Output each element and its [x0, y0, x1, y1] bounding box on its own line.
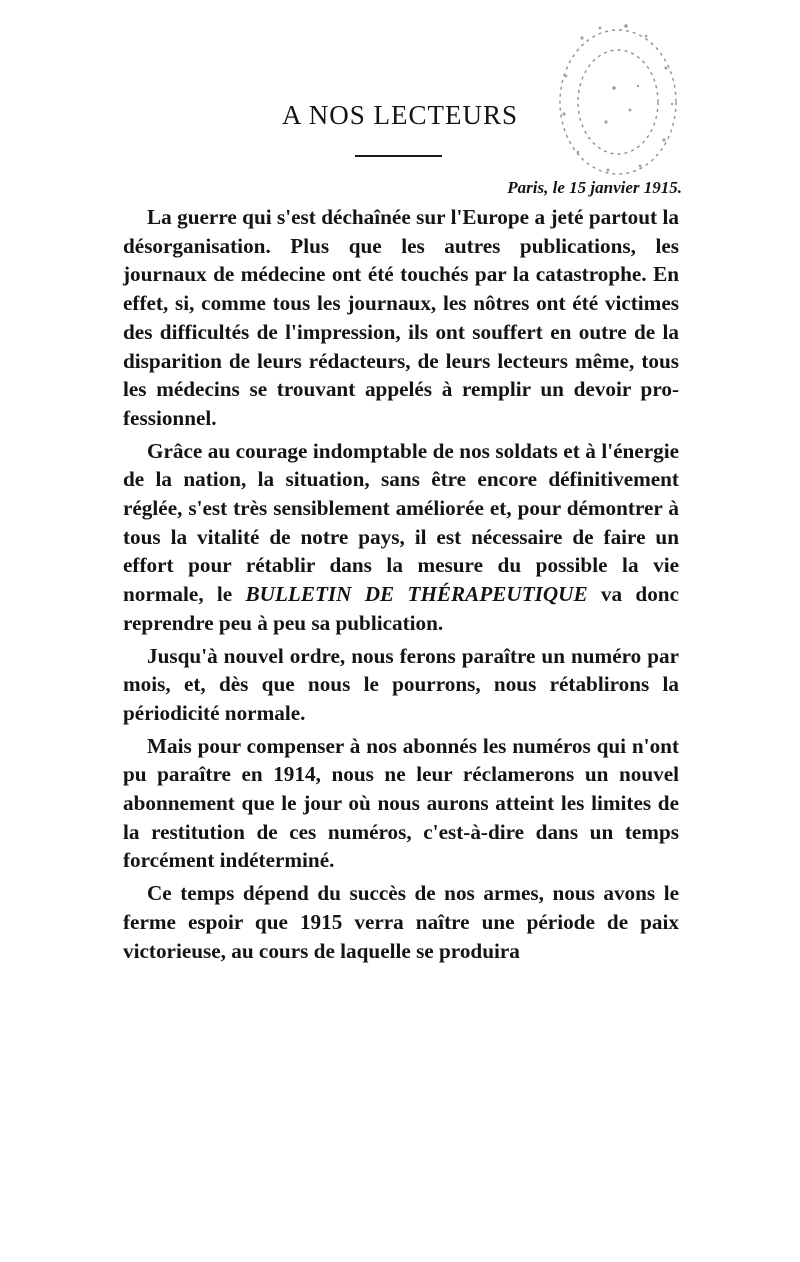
- article-body: [123, 203, 679, 969]
- title-rule: [355, 155, 442, 157]
- paragraph-1: [123, 203, 679, 433]
- paragraph-text: Grâce au courage indomptable de nos soldats et à l'énergie de la nation, la situation, sans être encore définitivement réglée, s'est très sensiblement améliorée et, pour démontrer à tous la vitalité de notre pays, il est nécessaire de faire un effort pour rétablir dans la mesure du possible la vie normale, le: [123, 438, 679, 607]
- paragraph-text: Mais pour compenser à nos abonnés les numéros qui n'ont pu paraître en 1914, nous ne leur réclamerons un nouvel abonnement que le jour où nous aurons atteint les limites de la restitution de ces numéros, c'est-à-dire dans un temps forcément indéterminé.: [123, 733, 679, 873]
- page-title: A NOS LECTEURS: [281, 100, 519, 130]
- dateline: Paris, le 15 janvier 1915.: [507, 178, 682, 197]
- paragraph-text: Ce temps dépend du succès de nos armes, nous avons le ferme espoir que 1915 verra naître une période de paix victorieuse, au cours de laquelle se produira: [123, 881, 679, 963]
- paragraph-2: [123, 437, 679, 638]
- library-stamp-icon: [548, 10, 688, 180]
- paragraph-text: La guerre qui s'est déchaînée sur l'Europe a jeté partout la désorganisation. Plus que les autres publications, les journaux de médecine ont été touchés par la catastrophe. En effet, si, comme tous les journaux, les nôtres ont été victimes des difficultés de l'impression, ils ont souffert en outre de la disparition de leurs rédacteurs, de leurs lecteurs même, tous les médecins se trouvant appelés à remplir un devoir professionnel.: [123, 205, 679, 430]
- paragraph-text: Jusqu'à nouvel ordre, nous ferons paraître un numéro par mois, et, dès que nous le pourrons, nous rétablirons la périodicité normale.: [123, 643, 679, 725]
- paragraph-3: [123, 642, 679, 728]
- publication-name: BULLETIN DE THÉRAPEUTIQUE: [245, 582, 588, 607]
- paragraph-text-end: va donc reprendre peu à peu sa publication.: [123, 582, 679, 635]
- paragraph-4: [123, 732, 679, 876]
- paragraph-5: [123, 879, 679, 965]
